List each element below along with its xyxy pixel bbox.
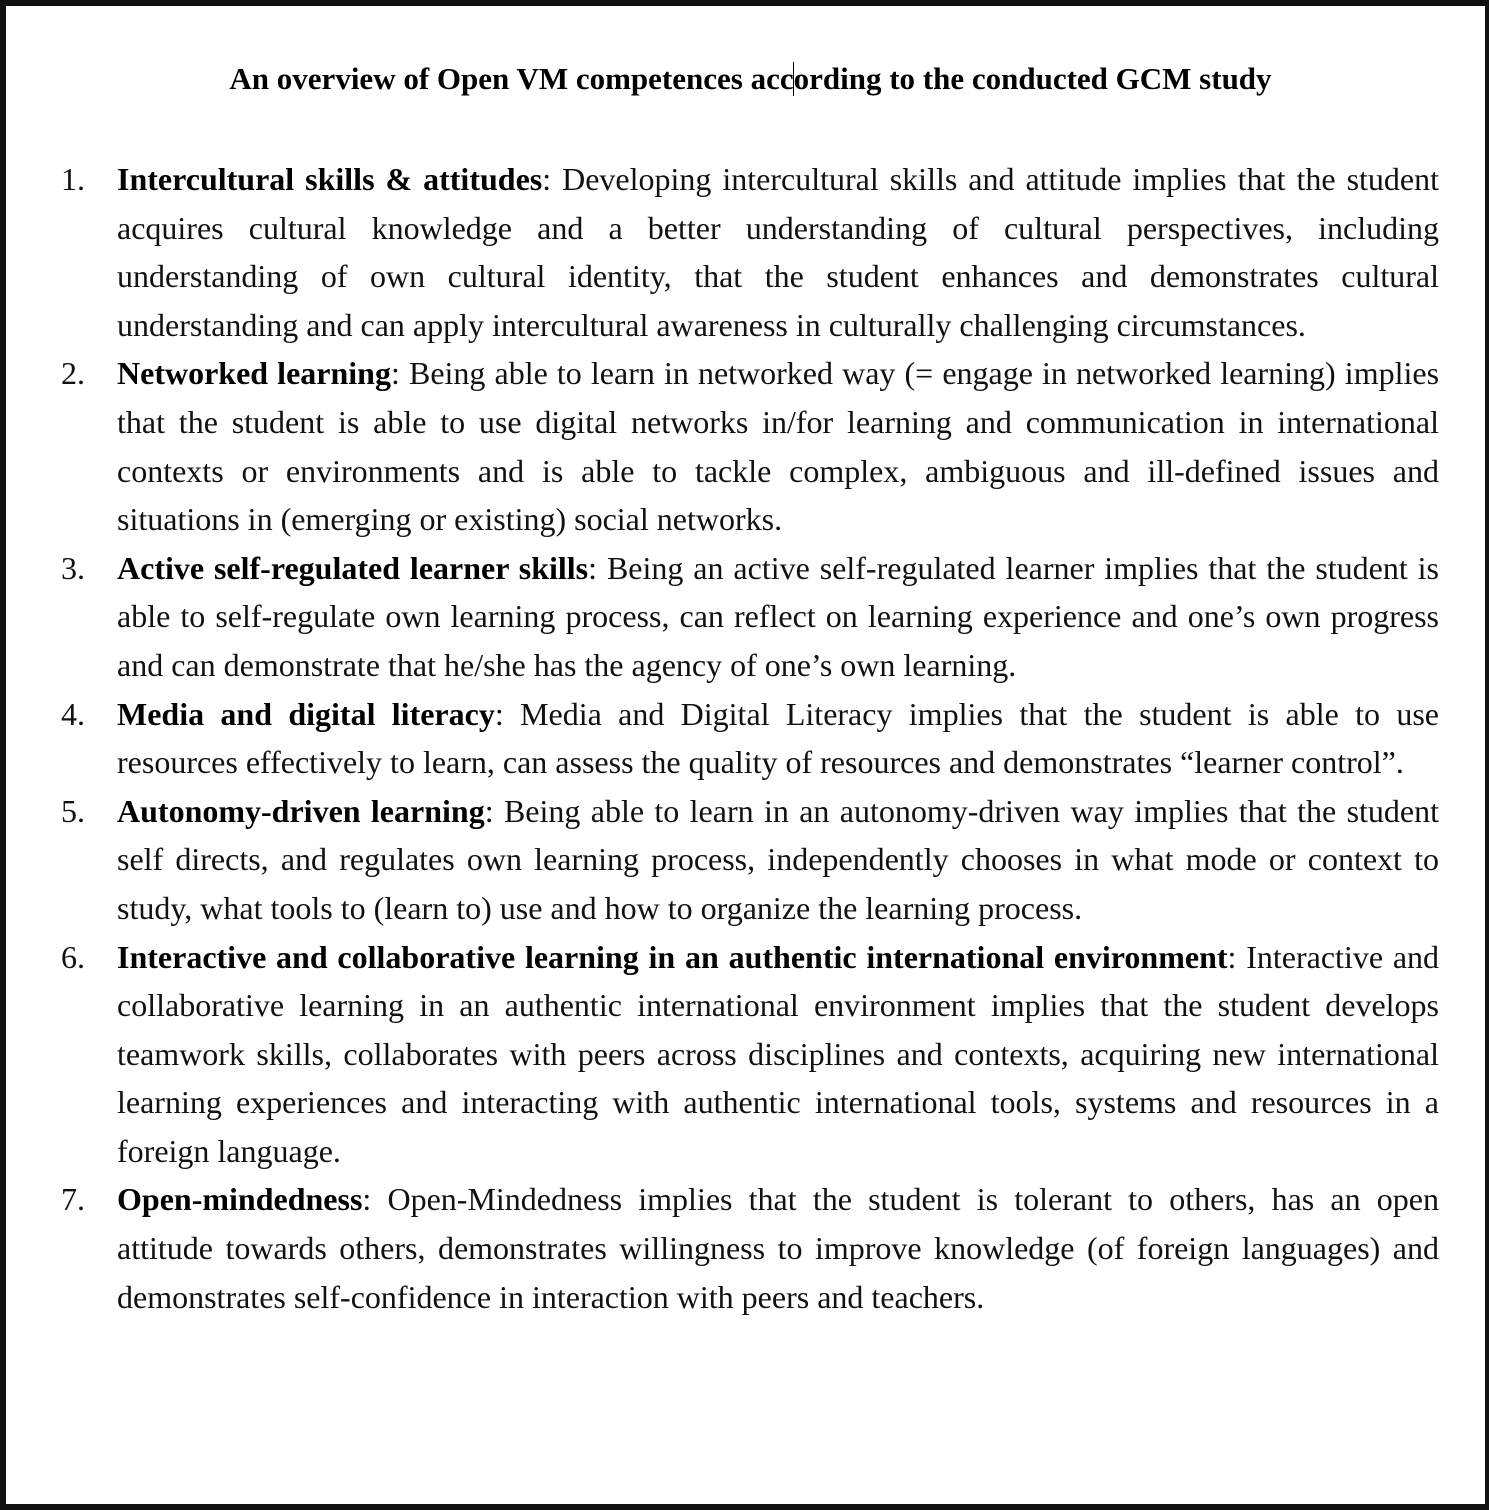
item-number: 3. <box>61 549 85 586</box>
item-description: Developing intercultural skills and attitude implies that the student acquires cultural knowledge and a better understanding of cultural perspectives, including understanding of own cultural identity, that the student enhances and demonstrates cultural understanding and can apply intercultural awareness in culturally challenging circumstances. <box>117 161 1440 343</box>
item-term: Open-mindedness <box>117 1181 363 1218</box>
list-item <box>6 349 1489 543</box>
item-description: Open-Mindedness implies that the student is tolerant to others, has an open attitude towards others, demonstrates willingness to improve knowledge (of foreign languages) and demonstrates self-confidence in interaction with peers and teachers. <box>117 1181 1440 1315</box>
item-term: Intercultural skills & attitudes <box>117 161 543 197</box>
item-separator: : <box>362 1181 388 1218</box>
item-term: Interactive and collaborative learning in an authentic international environment <box>117 938 1228 975</box>
item-separator: : <box>484 792 504 829</box>
item-separator: : <box>1227 938 1247 975</box>
item-term: Autonomy-driven learning <box>117 792 485 829</box>
item-separator: : <box>588 549 607 586</box>
list-item <box>6 933 1489 1176</box>
item-term: Active self-regulated learner skills <box>117 549 589 586</box>
item-separator: : <box>494 695 521 732</box>
item-number: 4. <box>61 695 85 732</box>
item-term: Media and digital literacy <box>117 695 495 732</box>
item-separator: : <box>542 161 563 197</box>
list-item <box>6 690 1489 787</box>
item-number: 6. <box>61 938 85 975</box>
item-description: Being an active self-regulated learner implies that the student is able to self-regulate own learning process, can reflect on learning experience and one’s own progress and can demonstrate that he/she has the agency of one’s own learning. <box>117 549 1440 683</box>
item-description: Being able to learn in networked way (= engage in networked learning) implies that the student is able to use digital networks in/for learning and communication in international contexts or environments and is able to tackle complex, ambiguous and ill-defined issues and situations in (emerging or existing) social networks. <box>117 355 1440 538</box>
item-description: Being able to learn in an autonomy-driven way implies that the student self directs, and regulates own learning process, independently chooses in what mode or context to study, what tools to (learn to) use and how to organize the learning process. <box>117 792 1440 926</box>
title-text-part-1: An overview of Open VM competences acc <box>229 61 794 96</box>
item-separator: : <box>390 355 409 392</box>
item-number: 7. <box>61 1181 85 1218</box>
title-text-part-2: ording to the conducted GCM study <box>793 61 1272 96</box>
item-number: 2. <box>61 355 85 392</box>
item-number: 5. <box>61 792 85 829</box>
list-item <box>6 1175 1489 1321</box>
item-term: Networked learning <box>117 355 391 392</box>
document-title <box>6 61 1489 97</box>
item-number: 1. <box>61 161 85 197</box>
list-item <box>6 787 1489 933</box>
item-description: Interactive and collaborative learning in an authentic international environment implies that the student develops teamwork skills, collaborates with peers across disciplines and contexts, acquiring new international learning experiences and interacting with authentic international tools, systems and resources in a foreign language. <box>117 938 1440 1169</box>
list-item <box>6 155 1489 349</box>
item-description: Media and Digital Literacy implies that the student is able to use resources effectively to learn, can assess the quality of resources and demonstrates “learner control”. <box>117 695 1440 781</box>
list-item <box>6 544 1489 690</box>
competences-list <box>6 155 1489 1321</box>
